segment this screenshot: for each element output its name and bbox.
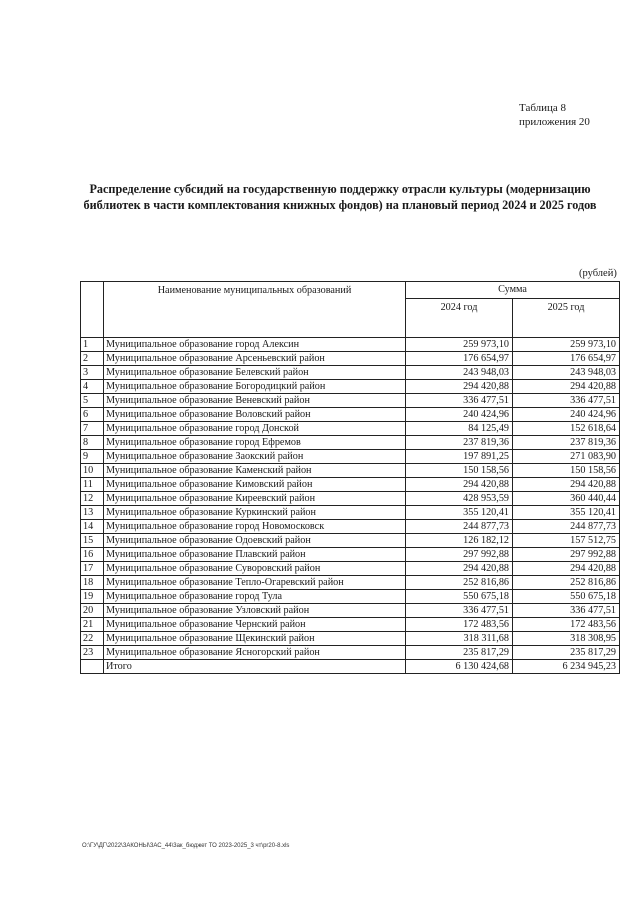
table-row — [81, 352, 620, 366]
amount-2024: 428 953,59 — [406, 492, 513, 506]
municipality-name: Муниципальное образование город Донской — [104, 422, 406, 436]
amount-2024: 259 973,10 — [406, 338, 513, 352]
amount-2024: 550 675,18 — [406, 590, 513, 604]
municipality-name: Муниципальное образование Киреевский район — [104, 492, 406, 506]
amount-2024: 84 125,49 — [406, 422, 513, 436]
annex-appendix-number: приложения 20 — [519, 116, 590, 128]
municipality-name: Муниципальное образование Арсеньевский район — [104, 352, 406, 366]
amount-2024: 197 891,25 — [406, 450, 513, 464]
row-number: 19 — [81, 590, 104, 604]
table-row — [81, 380, 620, 394]
municipality-name: Муниципальное образование город Тула — [104, 590, 406, 604]
amount-2024: 336 477,51 — [406, 394, 513, 408]
table-row — [81, 548, 620, 562]
header-year-2024: 2024 год — [406, 298, 513, 337]
municipality-name: Муниципальное образование Щекинский район — [104, 632, 406, 646]
amount-2025: 271 083,90 — [513, 450, 620, 464]
amount-2025: 360 440,44 — [513, 492, 620, 506]
amount-2024: 176 654,97 — [406, 352, 513, 366]
table-row — [81, 338, 620, 352]
row-number: 15 — [81, 534, 104, 548]
amount-2024: 244 877,73 — [406, 520, 513, 534]
municipality-name: Муниципальное образование Тепло-Огаревский район — [104, 576, 406, 590]
units-label: (рублей) — [579, 268, 617, 279]
municipality-name: Муниципальное образование Суворовский район — [104, 562, 406, 576]
annex-reference — [519, 101, 590, 129]
amount-2025: 235 817,29 — [513, 646, 620, 660]
annex-table-number: Таблица 8 — [519, 102, 567, 114]
amount-2024: 294 420,88 — [406, 478, 513, 492]
amount-2025: 176 654,97 — [513, 352, 620, 366]
amount-2025: 237 819,36 — [513, 436, 620, 450]
amount-2024: 355 120,41 — [406, 506, 513, 520]
table-row — [81, 366, 620, 380]
table-row — [81, 450, 620, 464]
row-number: 20 — [81, 604, 104, 618]
amount-2025: 172 483,56 — [513, 618, 620, 632]
row-number: 9 — [81, 450, 104, 464]
row-number: 11 — [81, 478, 104, 492]
amount-2024: 172 483,56 — [406, 618, 513, 632]
table-row — [81, 408, 620, 422]
municipality-name: Муниципальное образование Узловский район — [104, 604, 406, 618]
amount-2025: 150 158,56 — [513, 464, 620, 478]
header-sum: Сумма — [406, 282, 620, 299]
row-number: 23 — [81, 646, 104, 660]
document-title — [60, 181, 620, 213]
table-row — [81, 492, 620, 506]
municipality-name: Муниципальное образование Ясногорский район — [104, 646, 406, 660]
table-row — [81, 562, 620, 576]
row-number: 2 — [81, 352, 104, 366]
amount-2025: 294 420,88 — [513, 380, 620, 394]
subsidy-table — [80, 281, 620, 674]
amount-2024: 243 948,03 — [406, 366, 513, 380]
municipality-name: Муниципальное образование Заокский район — [104, 450, 406, 464]
table-row — [81, 534, 620, 548]
table-row — [81, 520, 620, 534]
row-number: 14 — [81, 520, 104, 534]
row-number: 6 — [81, 408, 104, 422]
amount-2025: 294 420,88 — [513, 562, 620, 576]
table-body — [81, 338, 620, 674]
row-number: 3 — [81, 366, 104, 380]
amount-2024: 150 158,56 — [406, 464, 513, 478]
amount-2025: 157 512,75 — [513, 534, 620, 548]
amount-2025: 152 618,64 — [513, 422, 620, 436]
amount-2024: 297 992,88 — [406, 548, 513, 562]
total-label: Итого — [104, 660, 406, 674]
table-row — [81, 618, 620, 632]
municipality-name: Муниципальное образование город Алексин — [104, 338, 406, 352]
municipality-name: Муниципальное образование Чернский район — [104, 618, 406, 632]
amount-2025: 294 420,88 — [513, 478, 620, 492]
amount-2025: 259 973,10 — [513, 338, 620, 352]
amount-2025: 244 877,73 — [513, 520, 620, 534]
total-row — [81, 660, 620, 674]
table-row — [81, 436, 620, 450]
row-number: 4 — [81, 380, 104, 394]
municipality-name: Муниципальное образование Белевский район — [104, 366, 406, 380]
total-2024: 6 130 424,68 — [406, 660, 513, 674]
amount-2025: 297 992,88 — [513, 548, 620, 562]
amount-2024: 318 311,68 — [406, 632, 513, 646]
total-2025: 6 234 945,23 — [513, 660, 620, 674]
amount-2024: 336 477,51 — [406, 604, 513, 618]
amount-2024: 237 819,36 — [406, 436, 513, 450]
header-year-2025: 2025 год — [513, 298, 620, 337]
amount-2024: 240 424,96 — [406, 408, 513, 422]
municipality-name: Муниципальное образование Плавский район — [104, 548, 406, 562]
row-number: 22 — [81, 632, 104, 646]
table-row — [81, 506, 620, 520]
table-row — [81, 394, 620, 408]
row-number: 17 — [81, 562, 104, 576]
municipality-name: Муниципальное образование Богородицкий район — [104, 380, 406, 394]
header-municipality-name: Наименование муниципальных образований — [104, 282, 406, 338]
row-number: 18 — [81, 576, 104, 590]
municipality-name: Муниципальное образование Веневский район — [104, 394, 406, 408]
row-number: 10 — [81, 464, 104, 478]
amount-2024: 294 420,88 — [406, 562, 513, 576]
table-row — [81, 632, 620, 646]
row-number: 7 — [81, 422, 104, 436]
row-number: 13 — [81, 506, 104, 520]
row-number: 1 — [81, 338, 104, 352]
amount-2025: 336 477,51 — [513, 394, 620, 408]
amount-2024: 252 816,86 — [406, 576, 513, 590]
amount-2025: 252 816,86 — [513, 576, 620, 590]
total-number-cell — [81, 660, 104, 674]
row-number: 16 — [81, 548, 104, 562]
municipality-name: Муниципальное образование Одоевский район — [104, 534, 406, 548]
row-number: 8 — [81, 436, 104, 450]
amount-2025: 550 675,18 — [513, 590, 620, 604]
municipality-name: Муниципальное образование город Ефремов — [104, 436, 406, 450]
document-title-line-2: библиотек в части комплектования книжных фондов) на плановый период 2024 и 2025 годов — [83, 198, 597, 212]
row-number: 21 — [81, 618, 104, 632]
header-number-cell — [81, 282, 104, 338]
table-row — [81, 590, 620, 604]
table-row — [81, 478, 620, 492]
table-row — [81, 576, 620, 590]
row-number: 5 — [81, 394, 104, 408]
municipality-name: Муниципальное образование город Новомосковск — [104, 520, 406, 534]
table-row — [81, 422, 620, 436]
amount-2025: 243 948,03 — [513, 366, 620, 380]
file-path-footer: O:\ГУ\ДГ\2022\ЗАКОНЫ\ЗАС_44\3ак_бюджет ТО 2023-2025_3 чт\pr20-8.xls — [82, 843, 290, 849]
amount-2025: 336 477,51 — [513, 604, 620, 618]
municipality-name: Муниципальное образование Воловский район — [104, 408, 406, 422]
amount-2025: 240 424,96 — [513, 408, 620, 422]
table-row — [81, 604, 620, 618]
municipality-name: Муниципальное образование Кимовский район — [104, 478, 406, 492]
amount-2024: 126 182,12 — [406, 534, 513, 548]
document-title-line-1: Распределение субсидий на государственную поддержку отрасли культуры (модернизацию — [89, 182, 591, 196]
row-number: 12 — [81, 492, 104, 506]
table-row — [81, 464, 620, 478]
amount-2025: 355 120,41 — [513, 506, 620, 520]
table-row — [81, 646, 620, 660]
municipality-name: Муниципальное образование Куркинский район — [104, 506, 406, 520]
municipality-name: Муниципальное образование Каменский район — [104, 464, 406, 478]
amount-2025: 318 308,95 — [513, 632, 620, 646]
amount-2024: 294 420,88 — [406, 380, 513, 394]
amount-2024: 235 817,29 — [406, 646, 513, 660]
